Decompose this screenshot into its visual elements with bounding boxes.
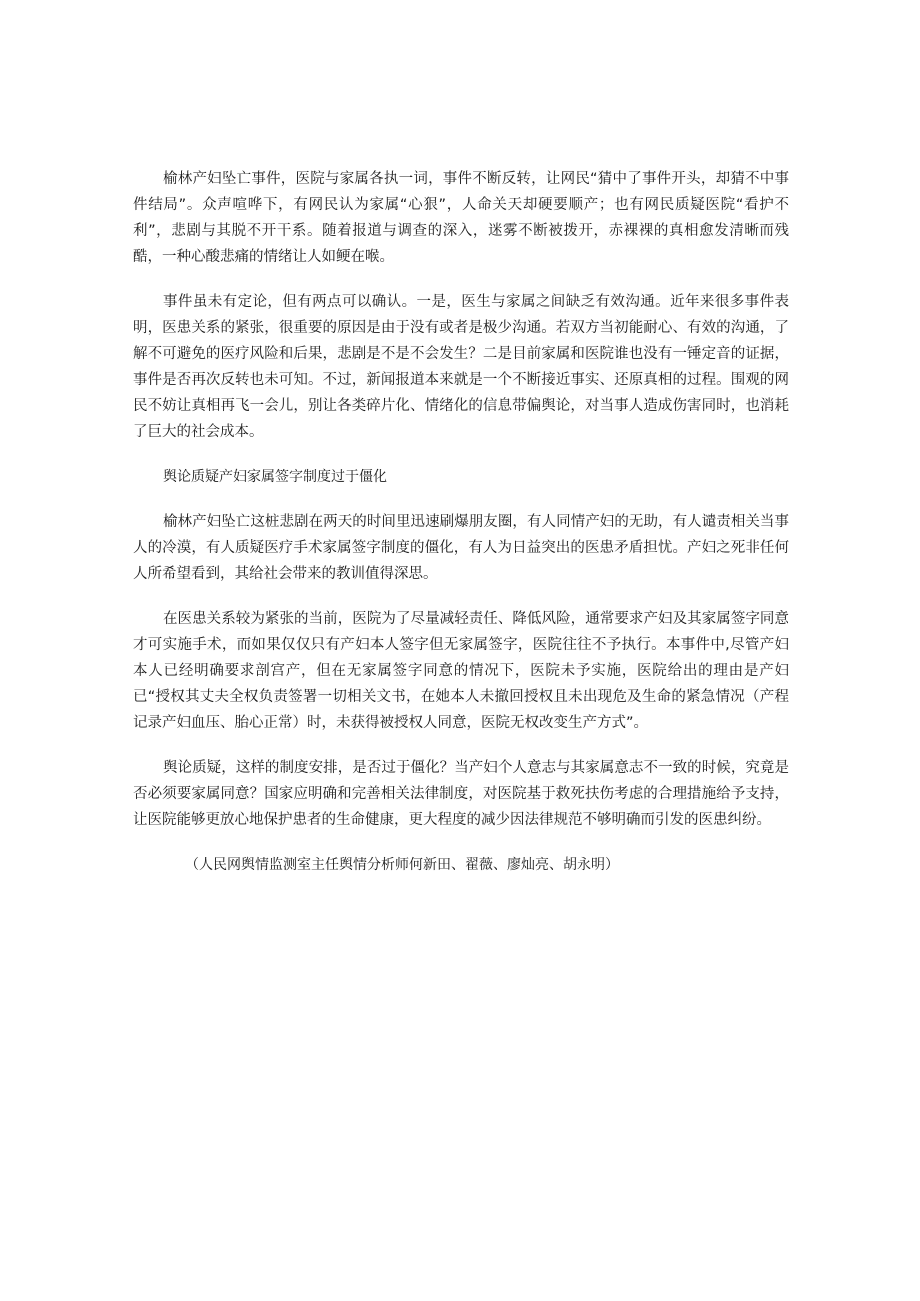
article-paragraph-4: 在医患关系较为紧张的当前，医院为了尽量减轻责任、降低风险，通常要求产妇及其家属签字同意才可实施手术，而如果仅仅只有产妇本人签字但无家属签字，医院往往不予执行。本事件中,尽管产妇本人已经明确要求剖宫产，但在无家属签字同意的情况下，医院未予实施，医院给出的理由是产妇已“授权其丈夫全权负责签署一切相关文书，在她本人未撤回授权且未出现危及生命的紧急情况（产程记录产妇血压、胎心正常）时，未获得被授权人同意，医院无权改变生产方式”。 [133, 611, 789, 731]
article-paragraph-2: 事件虽未有定论，但有两点可以确认。一是，医生与家属之间缺乏有效沟通。近年来很多事件表明，医患关系的紧张，很重要的原因是由于没有或者是极少沟通。若双方当初能耐心、有效的沟通，了解不可避免的医疗风险和后果，悲剧是不是不会发生？二是目前家属和医院谁也没有一锤定音的证据，事件是否再次反转也未可知。不过，新闻报道本来就是一个不断接近事实、还原真相的过程。围观的网民不妨让真相再飞一会儿，别让各类碎片化、情绪化的信息带偏舆论，对当事人造成伤害同时，也消耗了巨大的社会成本。 [133, 294, 789, 440]
section-subheading: 舆论质疑产妇家属签字制度过于僵化 [163, 469, 387, 485]
author-credit: （人民网舆情监测室主任舆情分析师何新田、翟薇、廖灿亮、胡永明） [185, 857, 619, 873]
article-paragraph-1: 榆林产妇坠亡事件，医院与家属各执一词，事件不断反转，让网民“猜中了事件开头，却猜不中事件结局”。众声喧哗下，有网民认为家属“心狠”，人命关天却硬要顺产；也有网民质疑医院“看护不利”，悲剧与其脱不开干系。随着报道与调查的深入，迷雾不断被拨开，赤裸裸的真相愈发清晰而残酷，一种心酸悲痛的情绪让人如鲠在喉。 [133, 171, 789, 265]
article-paragraph-3: 榆林产妇坠亡这桩悲剧在两天的时间里迅速刷爆朋友圈，有人同情产妇的无助，有人谴责相关当事人的冷漠，有人质疑医疗手术家属签字制度的僵化，有人为日益突出的医患矛盾担忧。产妇之死非任何人所希望看到，其给社会带来的教训值得深思。 [133, 514, 789, 582]
article-paragraph-5: 舆论质疑，这样的制度安排，是否过于僵化？当产妇个人意志与其家属意志不一致的时候，究竟是否必须要家属同意？国家应明确和完善相关法律制度，对医院基于救死扶伤考虑的合理措施给予支持，让医院能够更放心地保护患者的生命健康，更大程度的减少因法律规范不够明确而引发的医患纠纷。 [133, 760, 789, 828]
article-body [133, 166, 789, 878]
